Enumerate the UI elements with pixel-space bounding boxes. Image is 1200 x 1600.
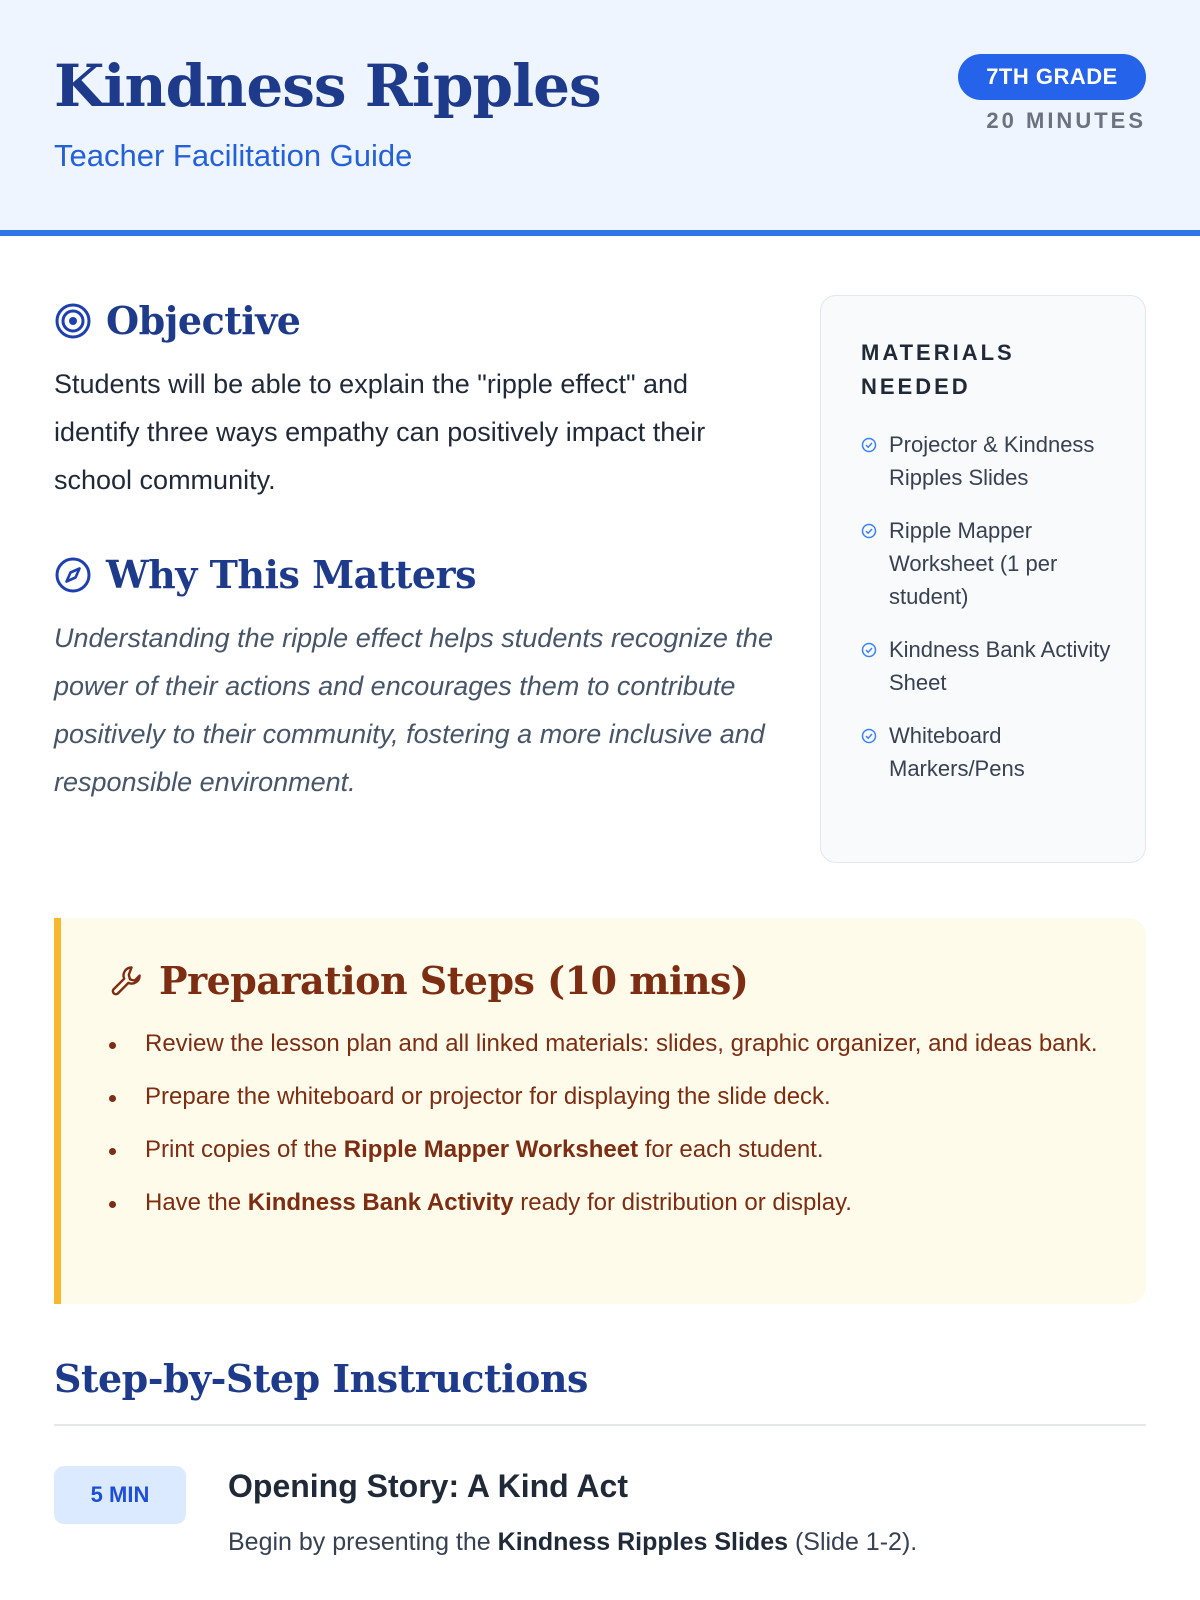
page-subtitle: Teacher Facilitation Guide (54, 138, 413, 173)
prep-list (107, 1024, 1107, 1236)
steps-heading: Step-by-Step Instructions (54, 1356, 588, 1401)
materials-card (820, 295, 1146, 863)
page-title: Kindness Ripples (54, 52, 601, 120)
check-circle-icon (861, 642, 877, 658)
prep-item-bold: Kindness Bank Activity (247, 1189, 514, 1216)
materials-heading: MATERIALS NEEDED (861, 340, 1015, 399)
step-description (228, 1528, 917, 1557)
header (0, 0, 1200, 236)
wrench-icon (107, 962, 145, 1000)
prep-item-text: for each student. (638, 1136, 824, 1163)
prep-item-text: Print copies of the (145, 1136, 344, 1163)
materials-item-label: Projector & Kindness Ripples Slides (889, 432, 1095, 490)
prep-heading: Preparation Steps (10 mins) (159, 958, 749, 1003)
time-badge: 5 MIN (54, 1466, 186, 1524)
prep-item (107, 1130, 1107, 1170)
materials-item (861, 633, 1115, 699)
step-desc-text: (Slide 1-2). (788, 1528, 918, 1556)
objective-text: Students will be able to explain the "ripple effect" and identify three ways empathy can positively impact their school community. (54, 369, 706, 495)
divider (54, 1424, 1146, 1426)
grade-badge: 7TH GRADE (958, 54, 1146, 100)
target-icon (54, 302, 92, 340)
why-text: Understanding the ripple effect helps students recognize the power of their actions and encourages them to contribute positively to their community, fostering a more inclusive and responsible environment. (54, 623, 773, 797)
check-circle-icon (861, 437, 877, 453)
materials-list (861, 428, 1115, 785)
check-circle-icon (861, 728, 877, 744)
materials-item-label: Whiteboard Markers/Pens (889, 723, 1025, 781)
prep-heading-row (107, 958, 748, 1003)
objective-heading-row (54, 298, 300, 343)
preparation-callout (54, 918, 1146, 1304)
duration-label: 20 MINUTES (986, 108, 1146, 133)
materials-item-label: Ripple Mapper Worksheet (1 per student) (889, 518, 1058, 609)
prep-item-text: Have the (145, 1189, 248, 1216)
step-desc-text: Begin by presenting the (228, 1528, 498, 1556)
compass-icon (54, 556, 92, 594)
check-circle-icon (861, 523, 877, 539)
materials-item (861, 514, 1115, 613)
objective-heading: Objective (106, 298, 301, 343)
why-heading: Why This Matters (106, 552, 476, 597)
prep-item (107, 1024, 1107, 1064)
prep-item (107, 1183, 1107, 1223)
materials-item (861, 719, 1115, 785)
prep-item-text: Prepare the whiteboard or projector for displaying the slide deck. (145, 1083, 831, 1110)
prep-item-text: Review the lesson plan and all linked materials: slides, graphic organizer, and ideas bank. (145, 1030, 1098, 1057)
why-heading-row (54, 552, 476, 597)
prep-item-bold: Ripple Mapper Worksheet (343, 1136, 639, 1163)
step-desc-bold: Kindness Ripples Slides (497, 1528, 788, 1556)
materials-item-label: Kindness Bank Activity Sheet (889, 637, 1111, 695)
prep-item-text: ready for distribution or display. (513, 1189, 852, 1216)
materials-item (861, 428, 1115, 494)
step-title: Opening Story: A Kind Act (228, 1468, 628, 1504)
prep-item (107, 1077, 1107, 1117)
